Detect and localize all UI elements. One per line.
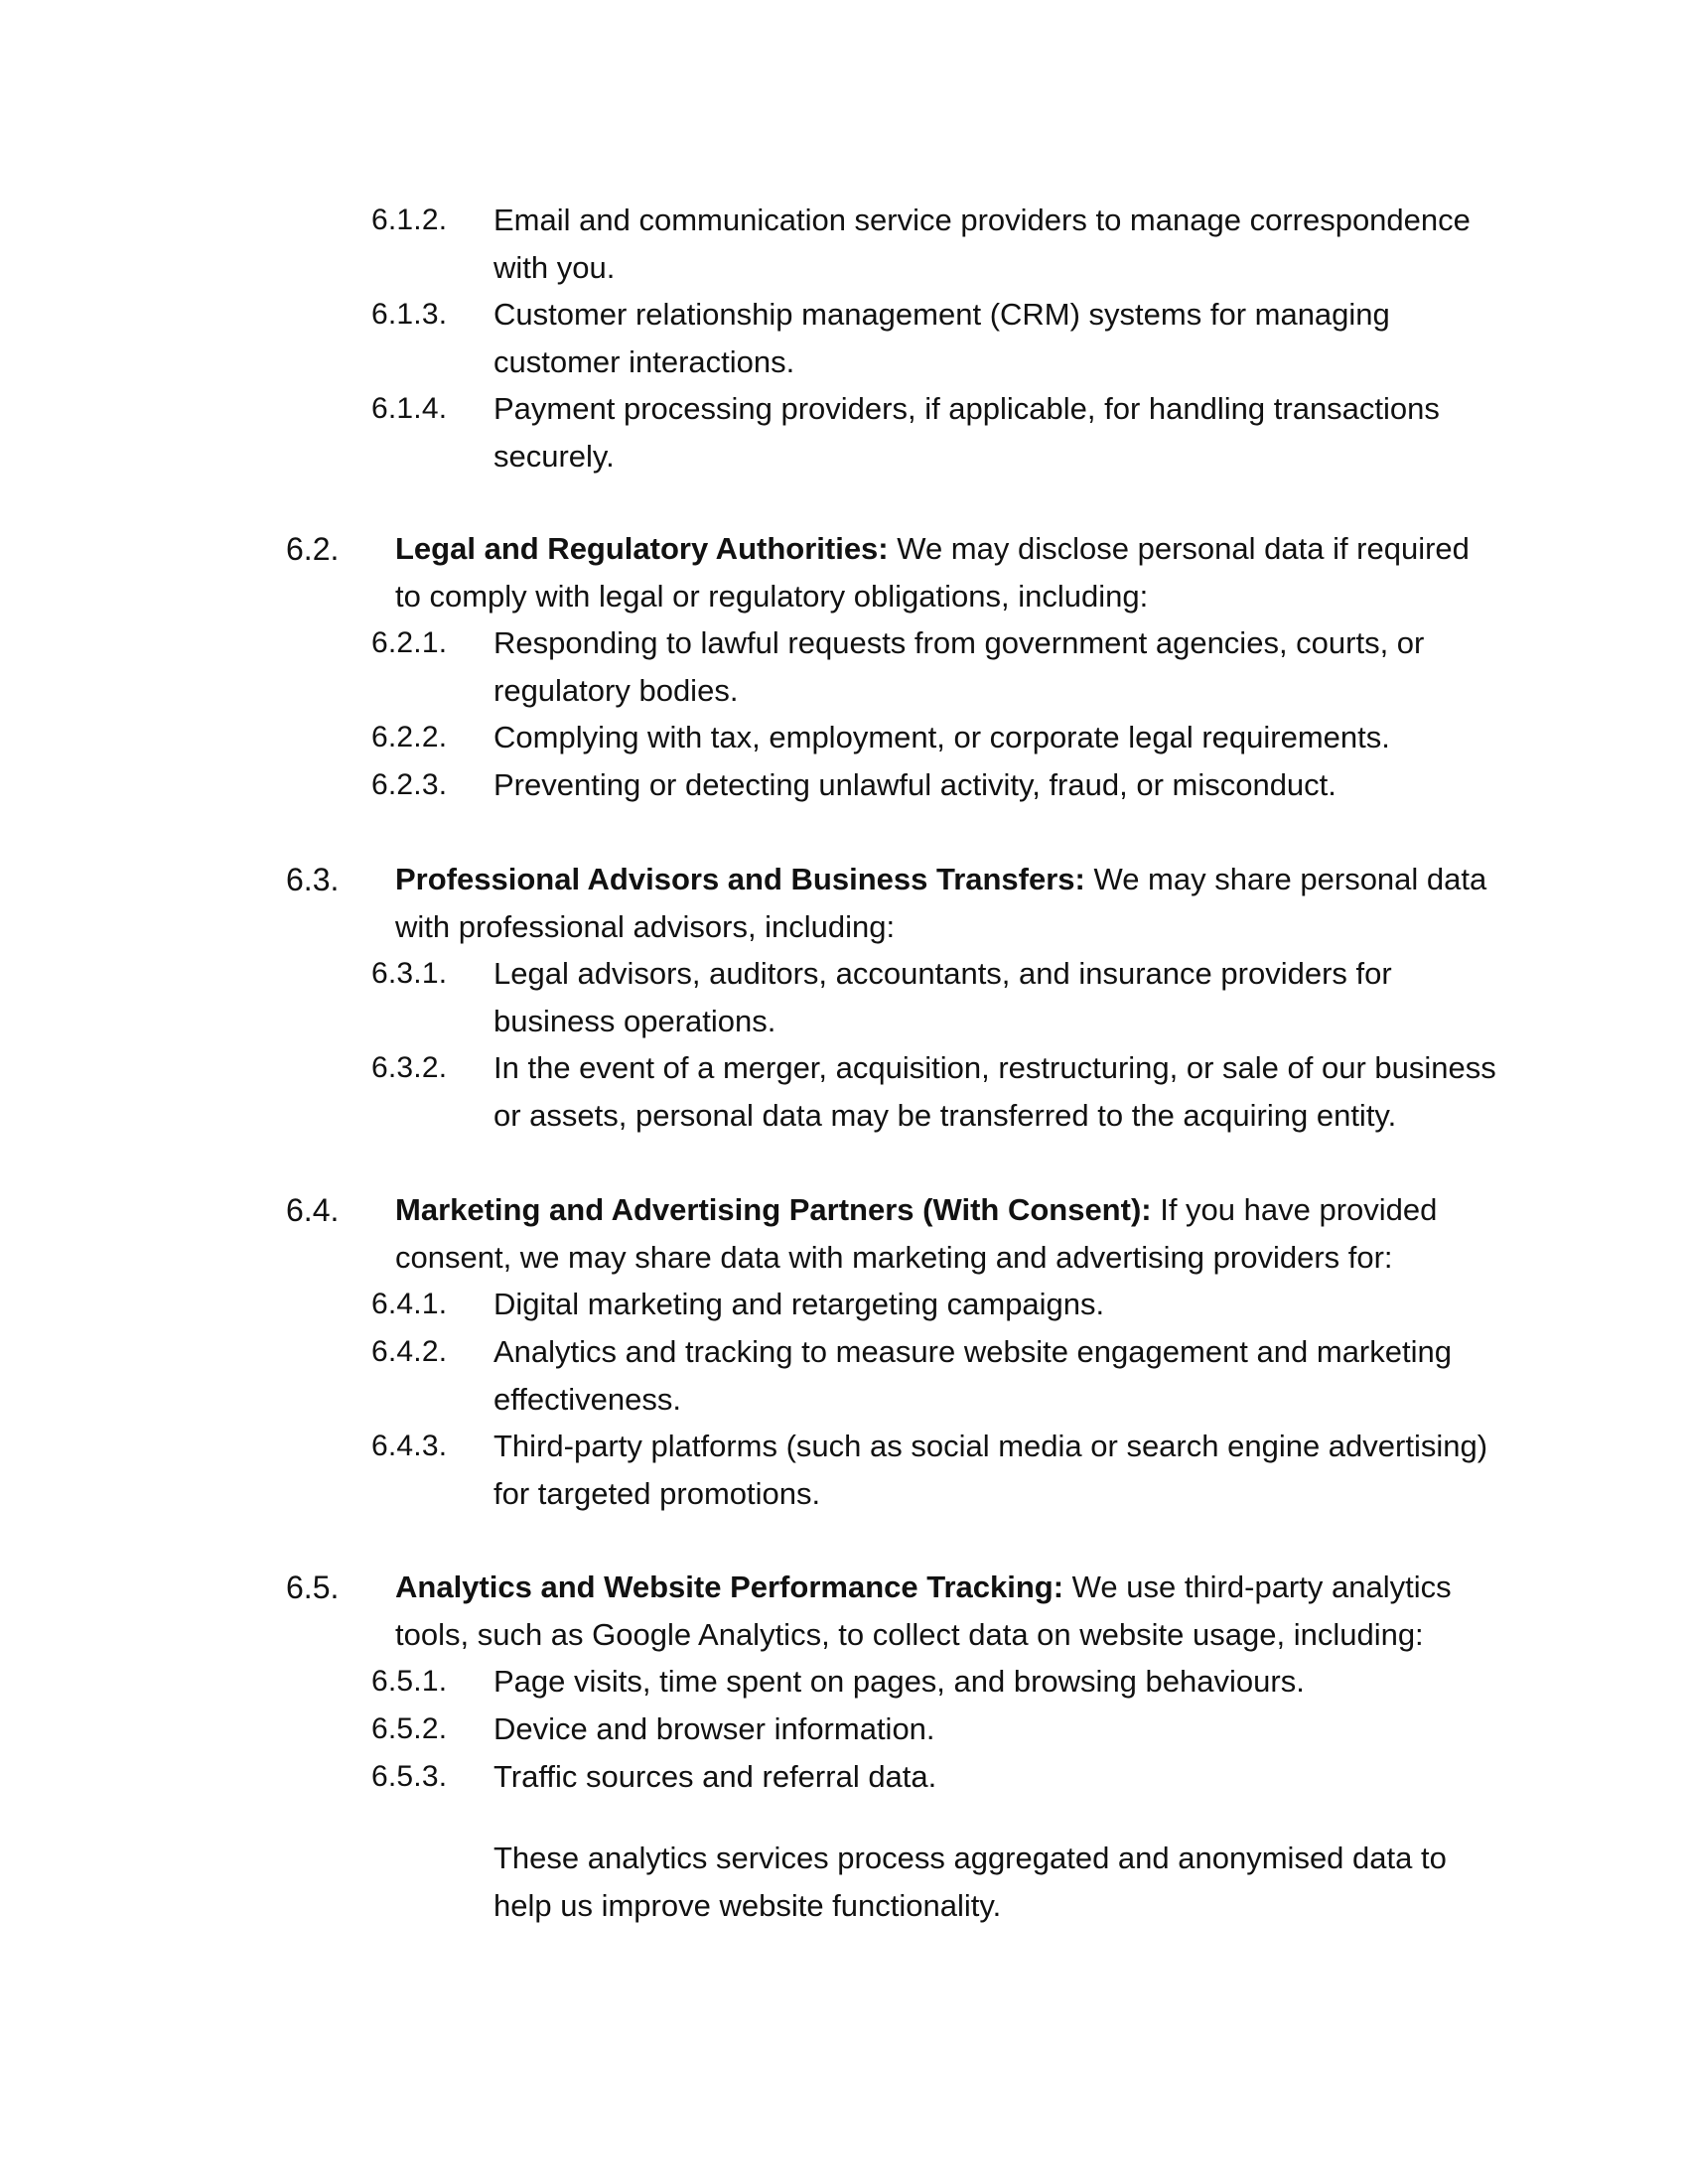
item-text: Legal advisors, auditors, accountants, and insurance providers for business operations.	[493, 956, 1392, 1038]
item-number: 6.3.2.	[371, 1051, 448, 1084]
item-text: Email and communication service providers to manage correspondence with you.	[493, 203, 1471, 285]
item-text: Digital marketing and retargeting campaigns.	[493, 1287, 1105, 1321]
item-text: Preventing or detecting unlawful activity, fraud, or misconduct.	[493, 767, 1336, 802]
section-intro: If you have provided consent, we may share data with marketing and advertising providers for:	[395, 1192, 1438, 1275]
section-intro: We may disclose personal data if required to comply with legal or regulatory obligations, including:	[395, 531, 1470, 614]
item-text: In the event of a merger, acquisition, restructuring, or sale of our business or assets, personal data may be transferred to the acquiring entity.	[493, 1050, 1496, 1133]
item-number: 6.4.3.	[371, 1430, 448, 1462]
section-heading: Professional Advisors and Business Transfers:	[395, 862, 1085, 896]
section-number: 6.5.	[286, 1570, 340, 1605]
item-number: 6.4.1.	[371, 1288, 448, 1320]
item-number: 6.1.4.	[371, 392, 448, 425]
item-text: Page visits, time spent on pages, and browsing behaviours.	[493, 1664, 1305, 1699]
section-text	[395, 856, 1497, 951]
item-number: 6.5.3.	[371, 1760, 448, 1793]
item-text: Traffic sources and referral data.	[493, 1759, 937, 1794]
section-number: 6.3.	[286, 862, 340, 897]
item-text: Responding to lawful requests from government agencies, courts, or regulatory bodies.	[493, 625, 1425, 708]
section-text	[395, 1564, 1497, 1659]
item-number: 6.2.1.	[371, 626, 448, 659]
section-intro: We use third-party analytics tools, such as Google Analytics, to collect data on website usage, including:	[395, 1570, 1452, 1652]
section-intro: We may share personal data with professional advisors, including:	[395, 862, 1487, 944]
section-heading: Marketing and Advertising Partners (With Consent):	[395, 1192, 1152, 1227]
item-number: 6.1.2.	[371, 204, 448, 236]
item-number: 6.5.1.	[371, 1665, 448, 1698]
item-text: Payment processing providers, if applicable, for handling transactions securely.	[493, 391, 1440, 474]
section-text	[395, 525, 1497, 620]
item-number: 6.2.2.	[371, 721, 448, 753]
item-number: 6.3.1.	[371, 957, 448, 990]
item-text: Analytics and tracking to measure website engagement and marketing effectiveness.	[493, 1334, 1452, 1417]
section-number: 6.4.	[286, 1192, 340, 1228]
item-text: Third-party platforms (such as social media or search engine advertising) for targeted promotions.	[493, 1429, 1488, 1511]
analytics-note: These analytics services process aggregated and anonymised data to help us improve website functionality.	[493, 1841, 1447, 1923]
section-number: 6.2.	[286, 531, 340, 567]
item-text: Device and browser information.	[493, 1711, 935, 1746]
item-number: 6.5.2.	[371, 1712, 448, 1745]
section-heading: Analytics and Website Performance Tracking:	[395, 1570, 1064, 1604]
section-heading: Legal and Regulatory Authorities:	[395, 531, 889, 566]
item-number: 6.1.3.	[371, 298, 448, 331]
item-text: Customer relationship management (CRM) systems for managing customer interactions.	[493, 297, 1390, 379]
item-text: Complying with tax, employment, or corporate legal requirements.	[493, 720, 1390, 754]
item-number: 6.2.3.	[371, 768, 448, 801]
item-number: 6.4.2.	[371, 1335, 448, 1368]
section-text	[395, 1186, 1497, 1282]
